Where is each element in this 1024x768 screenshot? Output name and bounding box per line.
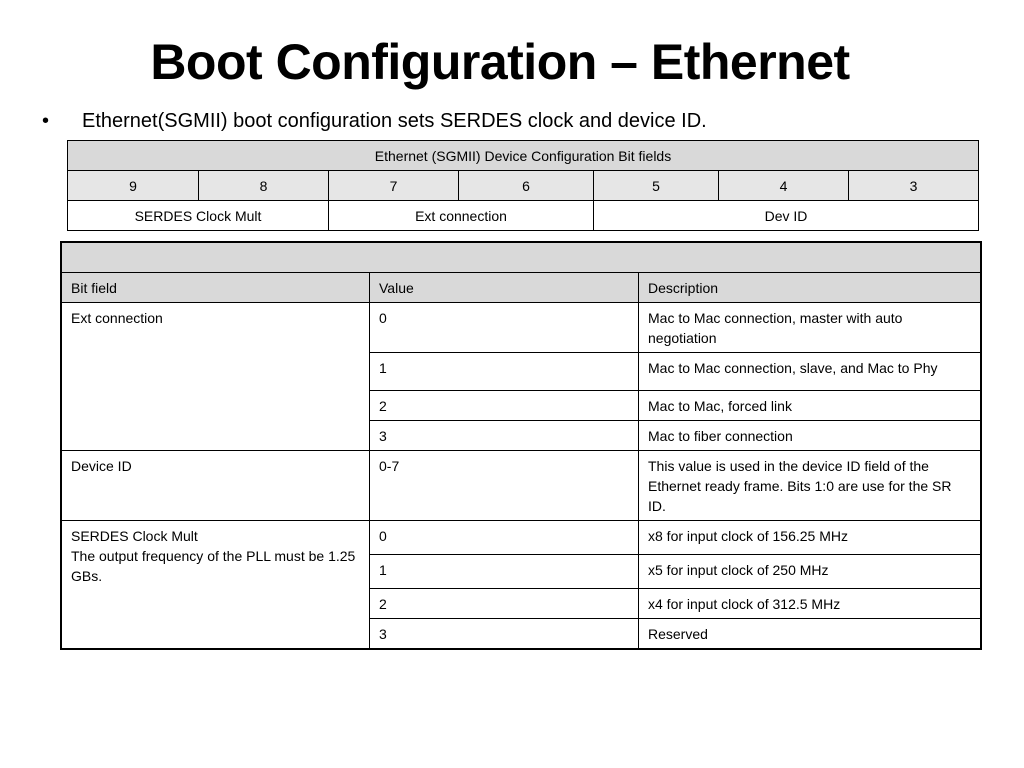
bit-cell: 5 (594, 171, 719, 201)
column-header-description: Description (639, 273, 982, 303)
column-header-bit-field: Bit field (61, 273, 370, 303)
bit-field-device-id: Device ID (61, 451, 370, 521)
table-row (61, 303, 981, 353)
bullet-text: Ethernet(SGMII) boot configuration sets SERDES clock and device ID. (82, 110, 707, 132)
description-cell: Mac to Mac connection, master with auto negotiation (639, 303, 982, 353)
value-cell: 2 (370, 391, 639, 421)
value-cell: 0-7 (370, 451, 639, 521)
table-row (61, 451, 981, 521)
value-cell: 2 (370, 589, 639, 619)
value-cell: 3 (370, 421, 639, 451)
description-cell: This value is used in the device ID field of the Ethernet ready frame. Bits 1:0 are use for the SR ID. (639, 451, 982, 521)
bitfields-table (67, 140, 979, 231)
description-cell: x8 for input clock of 156.25 MHz (639, 521, 982, 555)
bit-cell: 9 (68, 171, 199, 201)
value-cell: 0 (370, 521, 639, 555)
description-cell: Mac to fiber connection (639, 421, 982, 451)
group-dev-id: Dev ID (594, 201, 979, 231)
description-cell: Reserved (639, 619, 982, 650)
detail-table (60, 241, 982, 650)
description-cell: x5 for input clock of 250 MHz (639, 555, 982, 589)
value-cell: 3 (370, 619, 639, 650)
bit-cell: 4 (719, 171, 849, 201)
value-cell: 0 (370, 303, 639, 353)
description-cell: Mac to Mac, forced link (639, 391, 982, 421)
group-ext-connection: Ext connection (329, 201, 594, 231)
serdes-note: The output frequency of the PLL must be 1.25 GBs. (71, 548, 356, 584)
bit-field-serdes-clock-mult (61, 521, 370, 650)
bitfields-caption: Ethernet (SGMII) Device Configuration Bit fields (68, 141, 979, 171)
description-cell: x4 for input clock of 312.5 MHz (639, 589, 982, 619)
value-cell: 1 (370, 555, 639, 589)
bullet-point (42, 107, 707, 135)
bullet-marker: • (42, 110, 50, 132)
bit-cell: 3 (849, 171, 979, 201)
group-serdes-clock-mult: SERDES Clock Mult (68, 201, 329, 231)
bit-cell: 8 (199, 171, 329, 201)
column-header-value: Value (370, 273, 639, 303)
slide-title: Boot Configuration – Ethernet (150, 34, 850, 90)
description-cell: Mac to Mac connection, slave, and Mac to Phy (639, 353, 982, 391)
bit-cell: 7 (329, 171, 459, 201)
table-row (61, 521, 981, 555)
value-cell: 1 (370, 353, 639, 391)
bit-cell: 6 (459, 171, 594, 201)
bit-field-ext-connection: Ext connection (61, 303, 370, 451)
table-header-bar (61, 242, 981, 273)
serdes-label: SERDES Clock Mult (71, 528, 198, 544)
